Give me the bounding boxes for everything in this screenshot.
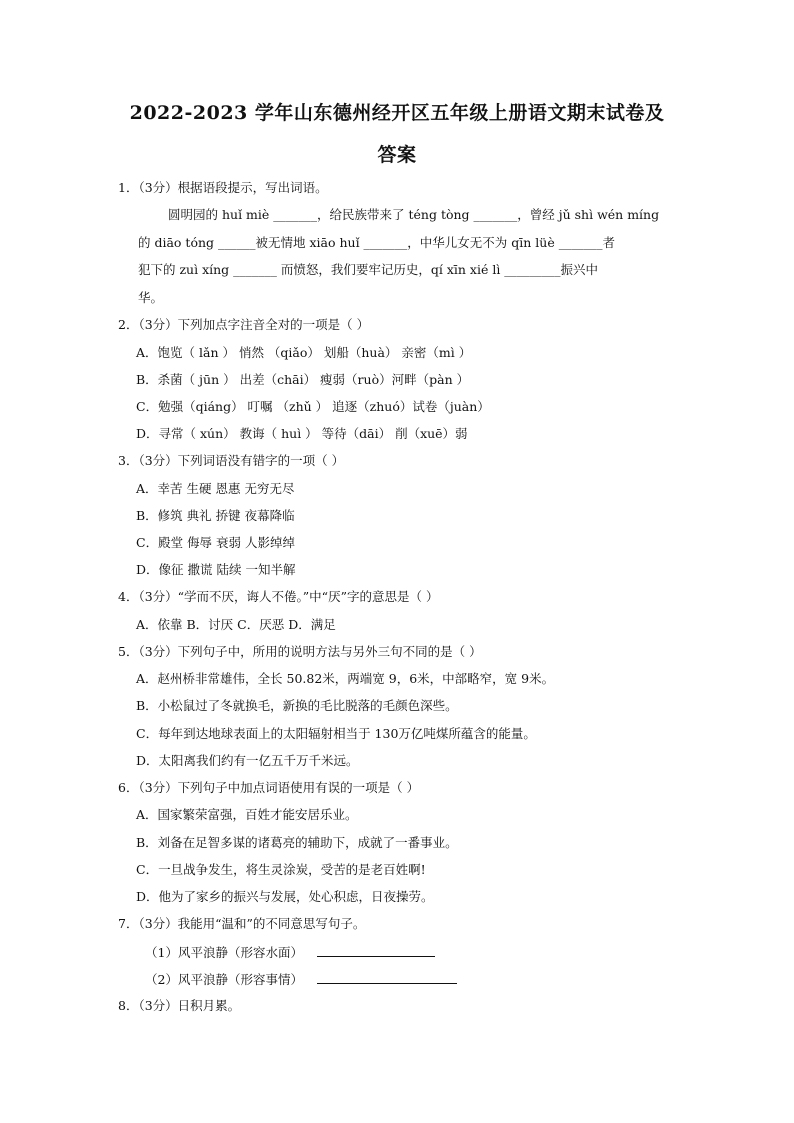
question-5-option-c: C．每年到达地球表面上的太阳辐射相当于 130万亿吨煤所蕴含的能量。 (136, 726, 536, 741)
question-1-text-line-1: 圆明园的 huǐ miè _______，给民族带来了 téng tòng _______，曾经 jǔ shì wén míng (168, 207, 660, 222)
question-7-sub-1-label: （1）风平浪静（形容水面） (145, 945, 303, 960)
question-5-option-b: B．小松鼠过了冬就换毛，新换的毛比脱落的毛颜色深些。 (136, 698, 458, 713)
document-title-line-1: 2022-2023 学年山东德州经开区五年级上册语文期末试卷及 (129, 102, 665, 124)
question-6-option-c: C．一旦战争发生，将生灵涂炭，受苦的是老百姓啊! (136, 862, 426, 877)
question-2-option-c: C．勉强（qiáng） 叮嘱 （zhǔ ） 追逐（zhuó）试卷（juàn） (136, 399, 490, 414)
question-6-stem: 6．（3分）下列句子中加点词语使用有误的一项是（ ） (118, 780, 420, 795)
question-1-stem: 1．（3分）根据语段提示，写出词语。 (118, 180, 328, 195)
answer-blank-2[interactable] (317, 971, 457, 984)
question-3-option-c: C．殿堂 侮辱 衰弱 人影绰绰 (136, 535, 295, 550)
question-6-option-b: B．刘备在足智多谋的诸葛亮的辅助下，成就了一番事业。 (136, 835, 458, 850)
question-5-option-d: D．太阳离我们约有一亿五千万千米远。 (136, 753, 359, 768)
question-3-option-b: B．修筑 典礼 挢键 夜幕降临 (136, 508, 295, 523)
document-title-line-2: 答案 (377, 144, 417, 166)
question-6-option-a: A．国家繁荣富强，百姓才能安居乐业。 (136, 807, 358, 822)
question-7-sub-2-label: （2）风平浪静（形容事情） (145, 972, 303, 987)
question-3-stem: 3．（3分）下列词语没有错字的一项（ ） (118, 453, 345, 468)
question-7-sub-2 (145, 971, 457, 988)
question-7-sub-1 (145, 944, 435, 961)
question-2-stem: 2．（3分）下列加点字注音全对的一项是（ ） (118, 317, 370, 332)
question-2-option-b: B．杀菌（ jūn ） 出差（chāi） 瘦弱（ruò）河畔（pàn ） (136, 372, 470, 387)
question-4-options: A．依靠 B．讨厌 C．厌恶 D．满足 (136, 617, 336, 632)
answer-blank-1[interactable] (317, 944, 435, 957)
question-6-option-d: D．他为了家乡的振兴与发展，处心积虑，日夜操劳。 (136, 889, 434, 904)
question-3-option-a: A．幸苦 生硬 恩惠 无穷无尽 (136, 481, 295, 496)
question-1-text-line-3: 犯下的 zuì xíng _______ 而愤怒，我们要牢记历史，qí xīn xié lì _________振兴中 (138, 262, 599, 277)
question-4-stem: 4．（3分）“学而不厌，诲人不倦。”中“厌”字的意思是（ ） (118, 589, 439, 604)
question-1-text-line-4: 华。 (138, 290, 164, 305)
question-2-option-d: D．寻常（ xún） 教诲（ huì ） 等待（dāi） 削（xuē）弱 (136, 426, 468, 441)
question-1-text-line-2: 的 diāo tóng ______被无情地 xiāo huǐ _______，中华儿女无不为 qīn lüè _______者 (138, 235, 615, 250)
question-5-stem: 5．（3分）下列句子中，所用的说明方法与另外三句不同的是（ ） (118, 644, 482, 659)
question-5-option-a: A．赵州桥非常雄伟，全长 50.82米，两端宽 9，6米，中部略窄，宽 9米。 (136, 671, 555, 686)
question-8-stem: 8．（3分）日积月累。 (118, 998, 241, 1013)
question-3-option-d: D．像征 撒谎 陆续 一知半解 (136, 562, 296, 577)
question-2-option-a: A．饱览（ lǎn ） 悄然 （qiǎo） 划船（huà） 亲密（mì ） (136, 345, 472, 360)
question-7-stem: 7．（3分）我能用“温和”的不同意思写句子。 (118, 916, 366, 931)
